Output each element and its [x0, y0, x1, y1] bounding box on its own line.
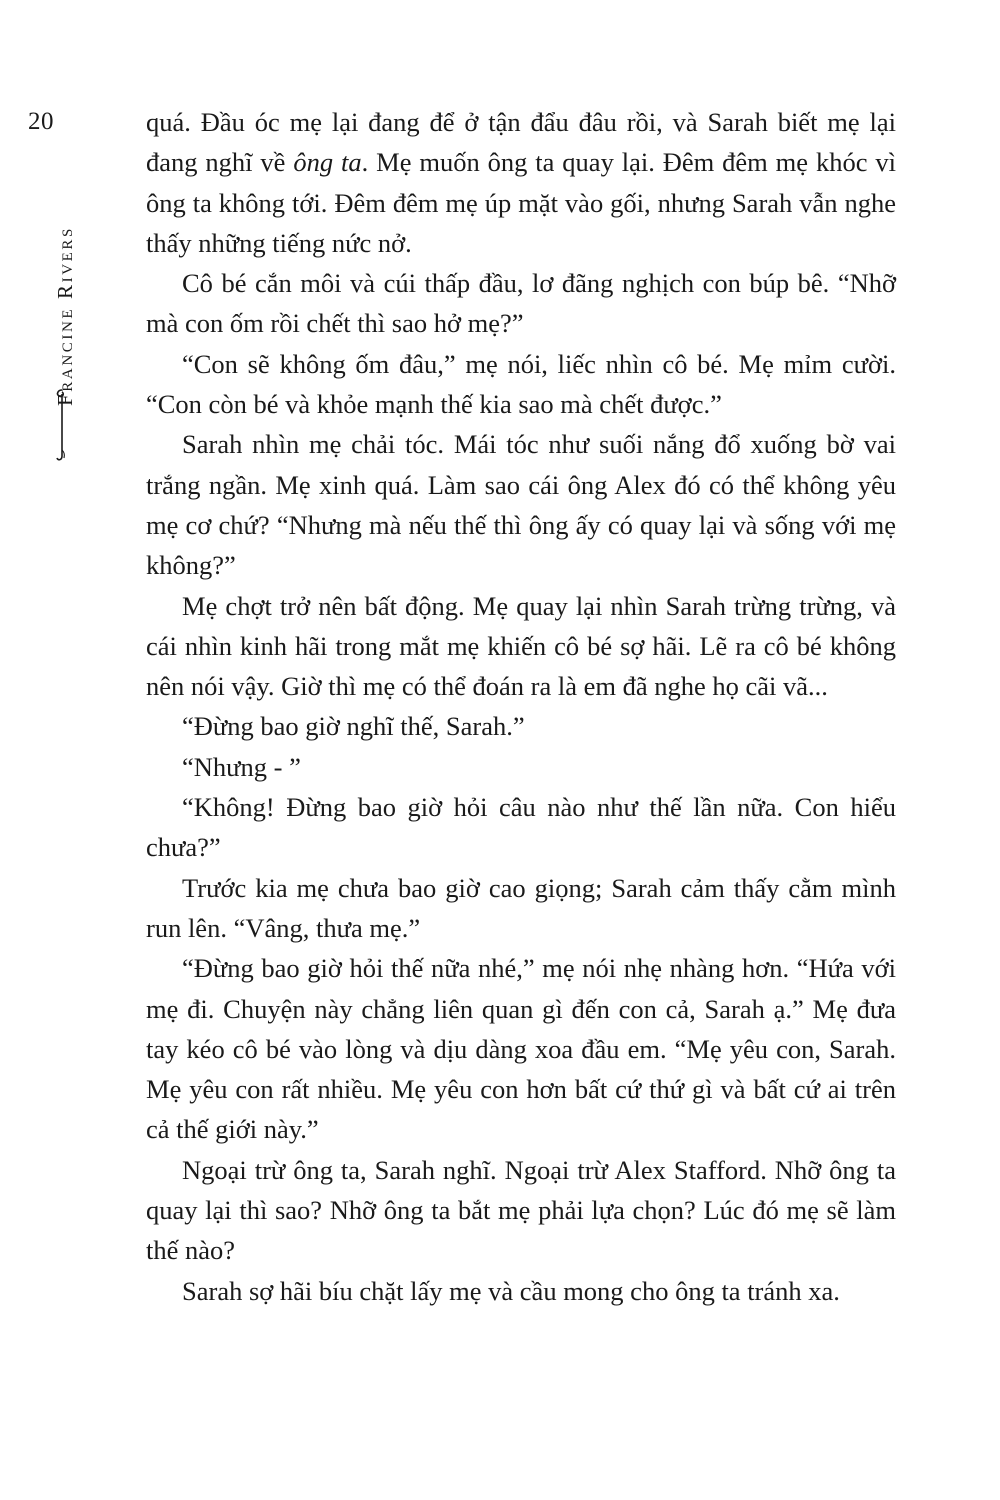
paragraph: Mẹ chợt trở nên bất động. Mẹ quay lại nhìn Sarah trừng trừng, và cái nhìn kinh hãi trong mắt mẹ khiến cô bé sợ hãi. Lẽ ra cô bé không nên nói vậy. Giờ thì mẹ có thể đoán ra là em đã nghe họ cãi vã...: [146, 590, 896, 702]
paragraph: Trước kia mẹ chưa bao giờ cao giọng; Sarah cảm thấy cằm mình run lên. “Vâng, thưa mẹ.”: [146, 872, 896, 943]
paragraph: “Nhưng - ”: [182, 751, 301, 782]
emphasis-text: ông ta: [293, 147, 362, 178]
running-head-author: Francine Rivers: [53, 226, 77, 406]
body-text: [146, 102, 896, 1311]
paragraph: Cô bé cắn môi và cúi thấp đầu, lơ đãng nghịch con búp bê. “Nhỡ mà con ốm rồi chết thì sao hở mẹ?”: [146, 268, 896, 339]
paragraph: “Không! Đừng bao giờ hỏi câu nào như thế lần nữa. Con hiểu chưa?”: [146, 792, 896, 863]
paragraph: Sarah sợ hãi bíu chặt lấy mẹ và cầu mong cho ông ta tránh xa.: [182, 1275, 840, 1306]
page-number: 20: [28, 108, 54, 135]
paragraph: “Đừng bao giờ hỏi thế nữa nhé,” mẹ nói nhẹ nhàng hơn. “Hứa với mẹ đi. Chuyện này chẳng liên quan gì đến con cả, Sarah ạ.” Mẹ đưa tay kéo cô bé vào lòng và dịu dàng xoa đầu em. “Mẹ yêu con, Sarah. Mẹ yêu con rất nhiều. Mẹ yêu con hơn bất cứ thứ gì và bất cứ ai trên cả thế giới này.”: [146, 953, 896, 1145]
paragraph: Sarah nhìn mẹ chải tóc. Mái tóc như suối nắng đổ xuống bờ vai trắng ngần. Mẹ xinh quá. Làm sao cái ông Alex đó có thể không yêu mẹ cơ chứ? “Nhưng mà nếu thế thì ông ấy có quay lại và sống với mẹ không?”: [146, 429, 896, 581]
paragraph: [146, 102, 896, 263]
paragraph-text: . Mẹ muốn ông ta quay lại. Đêm đêm mẹ khóc vì ông ta không tới. Đêm đêm mẹ úp mặt vào gối, nhưng Sarah vẫn nghe thấy những tiếng nức nở.: [146, 147, 896, 258]
paragraph-text: quá. Đầu óc mẹ lại đang để ở tận đẩu đâu rồi, và Sarah biết mẹ lại đang nghĩ về: [146, 107, 896, 178]
paragraph: “Con sẽ không ốm đâu,” mẹ nói, liếc nhìn cô bé. Mẹ mỉm cười. “Con còn bé và khỏe mạnh thế kia sao mà chết được.”: [146, 348, 896, 420]
paragraph: “Đừng bao giờ nghĩ thế, Sarah.”: [182, 711, 525, 742]
flourish-ornament-icon: [50, 388, 74, 464]
paragraph: Ngoại trừ ông ta, Sarah nghĩ. Ngoại trừ Alex Stafford. Nhỡ ông ta quay lại thì sao? Nhỡ ông ta bắt mẹ phải lựa chọn? Lúc đó mẹ sẽ làm thế nào?: [146, 1154, 896, 1266]
